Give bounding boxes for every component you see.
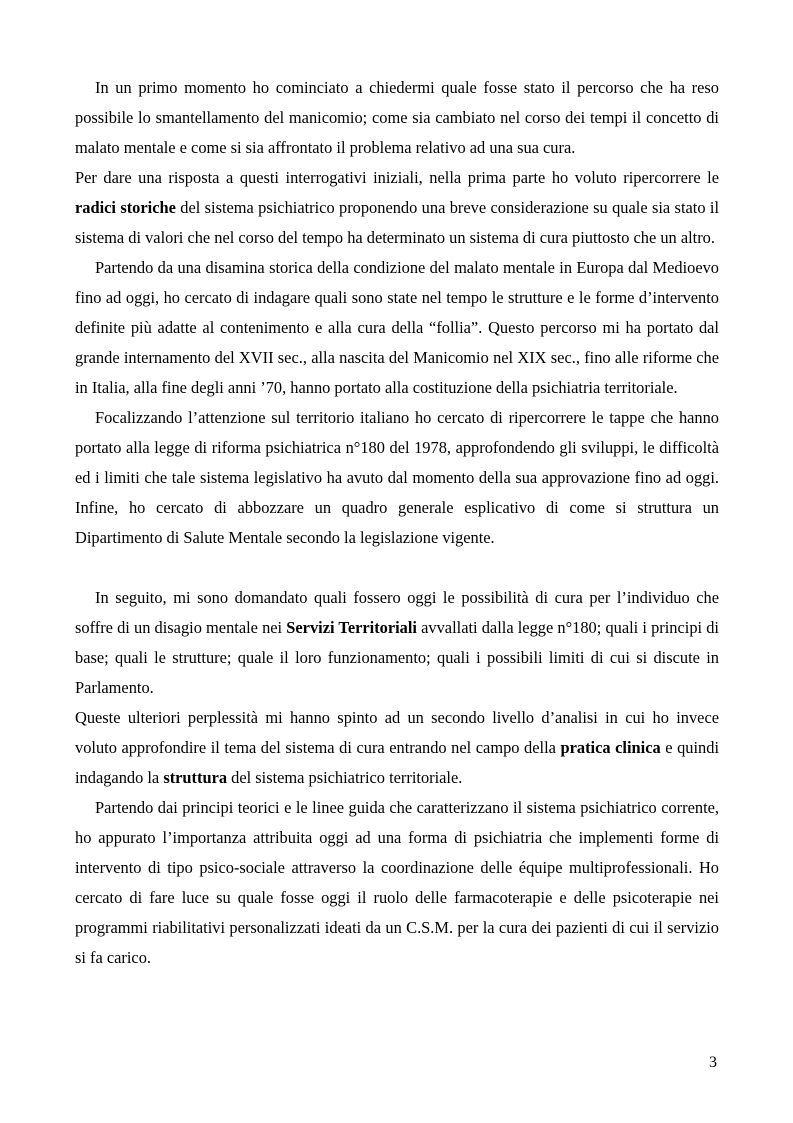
text-run: e quindi indagando la	[75, 738, 719, 787]
paragraph	[75, 253, 719, 403]
bold-text: radici storiche	[75, 198, 176, 217]
bold-text: Servizi Territoriali	[286, 618, 417, 637]
paragraph-gap	[75, 553, 719, 583]
paragraph	[75, 703, 719, 793]
paragraph	[75, 793, 719, 973]
text-run: Per dare una risposta a questi interrogativi iniziali, nella prima parte ho voluto ripercorrere le	[75, 168, 719, 187]
paragraph	[75, 583, 719, 703]
text-run: del sistema psichiatrico proponendo una breve considerazione su quale sia stato il sistema di valori che nel corso del tempo ha determinato un sistema di cura piuttosto che un altro.	[75, 198, 719, 247]
body-text	[75, 73, 719, 973]
bold-text: pratica clinica	[560, 738, 661, 757]
text-run: Focalizzando l’attenzione sul territorio italiano ho cercato di ripercorrere le tappe che hanno portato alla legge di riforma psichiatrica n°180 del 1978, approfondendo gli sviluppi, le difficoltà ed i limiti che tale sistema legislativo ha avuto dal momento della sua approvazione fino ad oggi. Infine, ho cercato di abbozzare un quadro generale esplicativo di come si struttura un Dipartimento di Salute Mentale secondo la legislazione vigente.	[75, 408, 719, 547]
page-number: 3	[709, 1054, 717, 1071]
text-run: In un primo momento ho cominciato a chiedermi quale fosse stato il percorso che ha reso possibile lo smantellamento del manicomio; come sia cambiato nel corso dei tempi il concetto di malato mentale e come si sia affrontato il problema relativo ad una sua cura.	[75, 78, 719, 157]
paragraph	[75, 163, 719, 253]
text-run: In seguito, mi sono domandato quali fossero oggi le possibilità di cura per l’individuo che soffre di un disagio mentale nei	[75, 588, 719, 637]
bold-text: struttura	[163, 768, 228, 787]
text-run: Partendo da una disamina storica della condizione del malato mentale in Europa dal Medioevo fino ad oggi, ho cercato di indagare quali sono state nel tempo le strutture e le forme d’intervento definite più adatte al contenimento e alla cura della “follia”. Questo percorso mi ha portato dal grande internamento del XVII sec., alla nascita del Manicomio nel XIX sec., fino alle riforme che in Italia, alla fine degli anni ’70, hanno portato alla costituzione della psichiatria territoriale.	[75, 258, 719, 397]
text-run: avvallati dalla legge n°180; quali i principi di base; quali le strutture; quale il loro funzionamento; quali i possibili limiti di cui si discute in Parlamento.	[75, 618, 719, 697]
text-run: del sistema psichiatrico territoriale.	[227, 768, 463, 787]
paragraph	[75, 73, 719, 163]
paragraph	[75, 403, 719, 553]
text-run: Partendo dai principi teorici e le linee guida che caratterizzano il sistema psichiatrico corrente, ho appurato l’importanza attribuita oggi ad una forma di psichiatria che implementi forme di intervento di tipo psico-sociale attraverso la coordinazione delle équipe multiprofessionali. Ho cercato di fare luce su quale fosse oggi il ruolo delle farmacoterapie e delle psicoterapie nei programmi riabilitativi personalizzati ideati da un C.S.M. per la cura dei pazienti di cui il servizio si fa carico.	[75, 798, 719, 967]
text-run: Queste ulteriori perplessità mi hanno spinto ad un secondo livello d’analisi in cui ho invece voluto approfondire il tema del sistema di cura entrando nel campo della	[75, 708, 719, 757]
